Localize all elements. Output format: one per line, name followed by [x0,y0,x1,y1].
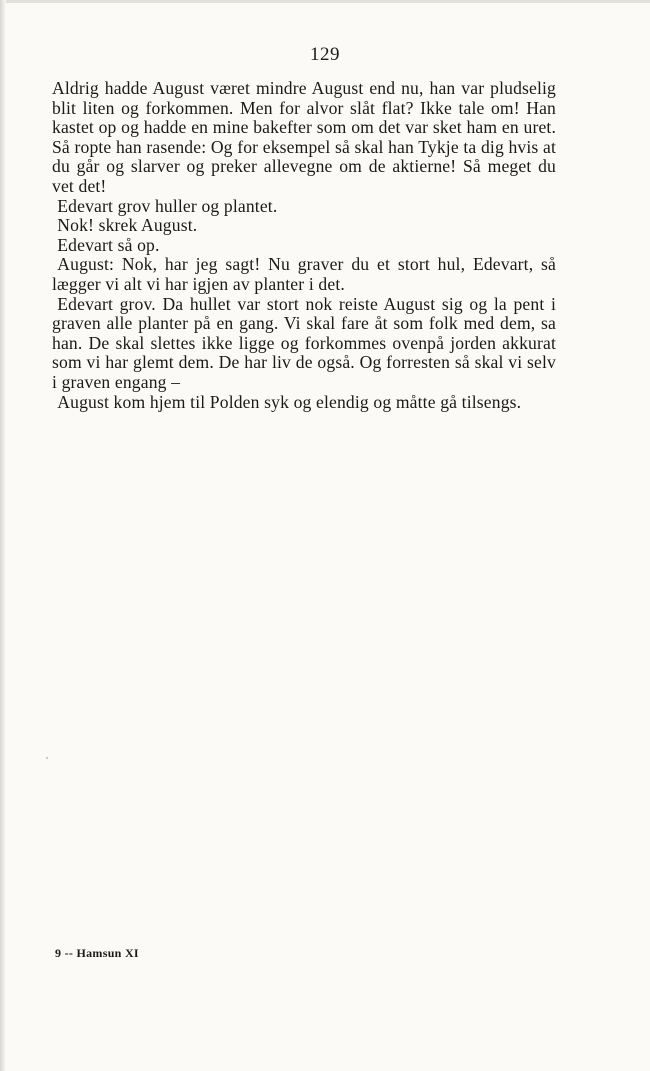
paragraph: Edevart grov. Da hullet var stort nok reiste August sig og la pent i graven alle planter på en gang. Vi skal fare åt som folk med dem, sa han. De skal slettes ikke ligge og forkommes ovenpå jorden akkurat som vi har glemt dem. De har liv de også. Og forresten så skal vi selv i graven engang – [52,293,556,392]
printer-signature: 9 -- Hamsun XI [55,946,139,960]
paper-speck [46,757,48,759]
paragraph: Edevart så op. [57,234,160,255]
paragraph: August: Nok, har jeg sagt! Nu graver du et stort hul, Edevart, så lægger vi alt vi har igjen av planter i det. [52,254,556,294]
paragraph: Aldrig hadde August været mindre August end nu, han var pludselig blit liten og forkommen. Men for alvor slåt flat? Ikke tale om! Han kastet op og hadde en mine bakefter som om det var sket ham en uret. Så ropte han rasende: Og for eksempel så skal han Tykje ta dig hvis at du går og slarver og preker allevegne om de aktierne! Så meget du vet det! [52,78,556,196]
paragraph: August kom hjem til Polden syk og elendig og måtte gå tilsengs. [57,391,522,412]
paragraph: Nok! skrek August. [57,215,198,236]
body-text [52,79,556,412]
paragraph: Edevart grov huller og plantet. [57,195,278,216]
page-number: 129 [310,44,340,65]
page-edge-top [0,0,650,3]
page-edge-left [0,0,6,1071]
